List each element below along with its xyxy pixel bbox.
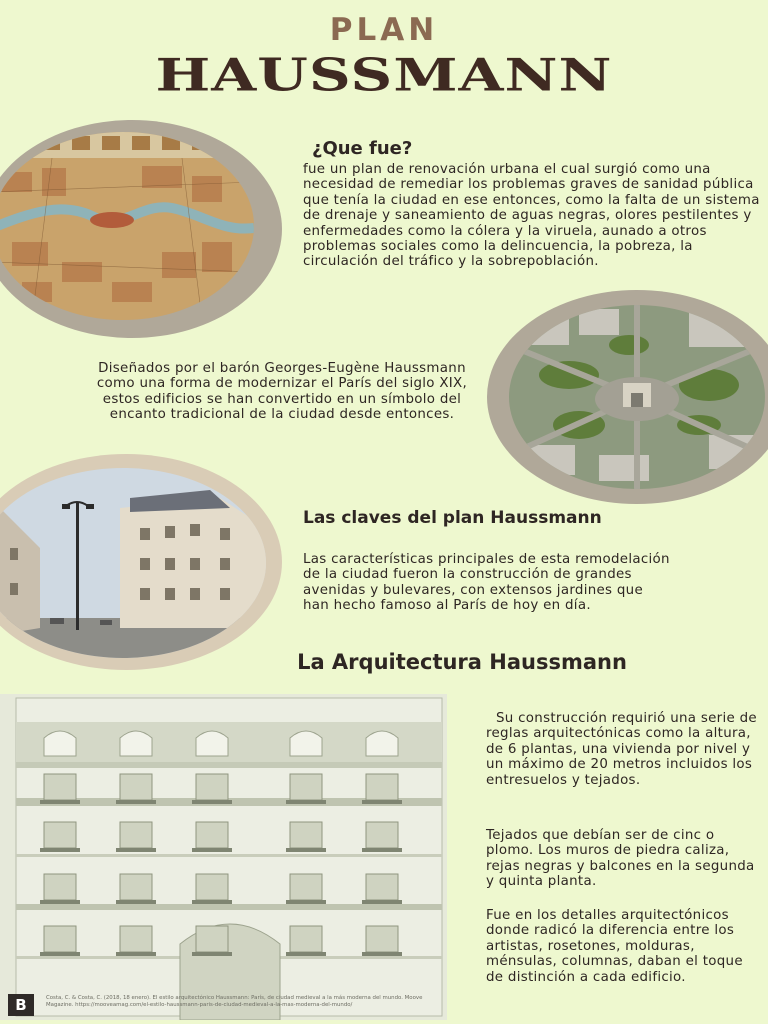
- facade-balcony: [192, 900, 232, 904]
- aerial-image-frame: [487, 290, 768, 504]
- facade-balcony: [192, 848, 232, 852]
- facade-window: [366, 874, 398, 900]
- dormer-window: [120, 731, 152, 756]
- dormer-window: [196, 731, 228, 756]
- facade-window: [120, 926, 152, 952]
- facade-balcony: [286, 848, 326, 852]
- facade-balcony: [116, 848, 156, 852]
- dormer-window: [366, 731, 398, 756]
- facade-balcony: [192, 800, 232, 804]
- arquitectura-heading-text: La Arquitectura Haussmann: [297, 650, 627, 674]
- facade-window: [196, 774, 228, 800]
- title-haussmann: HAUSSMANN: [155, 48, 613, 102]
- facade-window: [44, 822, 76, 848]
- arquitectura-heading: [0, 650, 768, 674]
- dormer-window: [290, 731, 322, 756]
- facade-balcony: [362, 952, 402, 956]
- facade-illustration: [0, 694, 447, 1020]
- facade-balcony: [116, 800, 156, 804]
- facade-window: [196, 926, 228, 952]
- facade-balcony: [40, 848, 80, 852]
- title-plan: PLAN: [329, 12, 439, 48]
- old-paris-map-image: [0, 132, 254, 320]
- facade-balcony: [362, 800, 402, 804]
- arquitectura-paragraph-3: Fue en los detalles arquitectónicos donde radicó la diferencia entre los artistas, rosetones, molduras, ménsulas, columnas, daban el toque de distinción a cada edificio.: [486, 908, 743, 985]
- facade-window: [290, 926, 322, 952]
- facade-balcony: [362, 900, 402, 904]
- que-fue-text: fue un plan de renovación urbana el cual surgió como una necesidad de remediar los problemas graves de sanidad pública que tenía la ciudad en ese entonces, como la falta de un sistema de drenaje y saneamiento de aguas negras, olores pestilentes y enfermedades como la cólera y la viruela, aunado a otros problemas sociales como la delincuencia, la pobreza, la circulación del tráfico y la sobrepoblación.: [303, 162, 760, 270]
- arquitectura-paragraph-1: Su construcción requirió una serie de reglas arquitectónicas como la altura, de 6 plantas, una vivienda por nivel y un máximo de 20 metros incluidos los entresuelos y tejados.: [486, 711, 757, 788]
- arquitectura-paragraph-2: Tejados que debían ser de cinc o plomo. Los muros de piedra caliza, rejas negras y balcones en la segunda y quinta planta.: [486, 828, 755, 890]
- haussmann-street-image: [0, 468, 266, 658]
- citation-text: Costa, C. & Costa, C. (2018, 18 enero). El estilo arquitectónico Haussmann: París, de ciudad medieval a la más moderna del mundo. Moove Magazine. https://mooveamag.com/el-estilo-haussmann-paris-de-ciudad-medieval-a-la-mas-moderna-del-mundo/: [46, 995, 423, 1008]
- facade-window: [290, 822, 322, 848]
- facade-balcony: [116, 900, 156, 904]
- que-fue-heading: ¿Que fue?: [312, 138, 413, 159]
- facade-window: [196, 822, 228, 848]
- citation-badge: B: [8, 994, 34, 1016]
- facade-window: [120, 774, 152, 800]
- facade-window: [366, 926, 398, 952]
- facade-window: [120, 822, 152, 848]
- facade-window: [196, 874, 228, 900]
- facade-window: [290, 774, 322, 800]
- map-image-frame: [0, 120, 282, 338]
- facade-window: [120, 874, 152, 900]
- claves-heading: Las claves del plan Haussmann: [303, 508, 602, 528]
- facade-window: [366, 774, 398, 800]
- facade-window: [44, 926, 76, 952]
- facade-balcony: [286, 800, 326, 804]
- facade-balcony: [286, 952, 326, 956]
- facade-balcony: [286, 900, 326, 904]
- facade-window: [290, 874, 322, 900]
- disenados-text: Diseñados por el barón Georges-Eugène Haussmann como una forma de modernizar el París del siglo XIX, estos edificios se han convertido en un símbolo del encanto tradicional de la ciudad desde entonces.: [96, 361, 468, 423]
- facade-balcony: [40, 952, 80, 956]
- facade-balcony: [40, 800, 80, 804]
- dormer-window: [44, 731, 76, 756]
- facade-balcony: [192, 952, 232, 956]
- facade-window: [366, 822, 398, 848]
- facade-balcony: [362, 848, 402, 852]
- claves-text: Las características principales de esta remodelación de la ciudad fueron la construcción de grandes avenidas y bulevares, con extensos jardines que han hecho famoso al París de hoy en día.: [303, 552, 670, 614]
- facade-balcony: [40, 900, 80, 904]
- facade-balcony: [116, 952, 156, 956]
- street-image-frame: [0, 454, 282, 670]
- facade-window: [44, 874, 76, 900]
- arc-de-triomphe-aerial-image: [509, 305, 765, 489]
- facade-window: [44, 774, 76, 800]
